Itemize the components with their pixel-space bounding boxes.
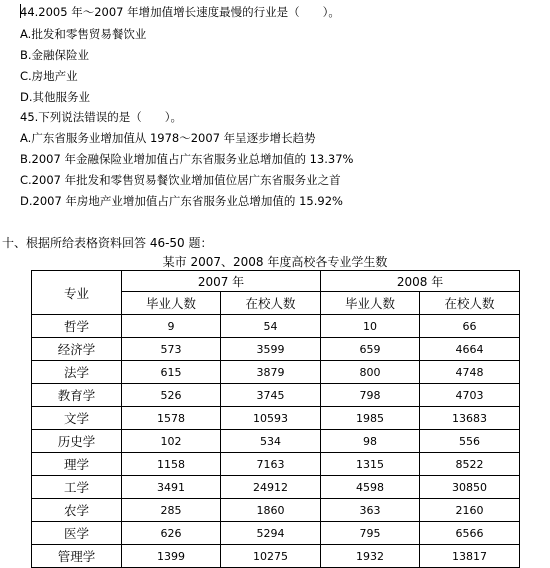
table-cell: 534 [221, 430, 321, 453]
table-cell: 3599 [221, 338, 321, 361]
graduates-2007-header: 毕业人数 [122, 292, 221, 315]
table-cell: 798 [321, 384, 420, 407]
table-cell: 800 [321, 361, 420, 384]
table-cell: 98 [321, 430, 420, 453]
question-44-option-b: B.金融保险业 [20, 48, 90, 62]
table-cell: 102 [122, 430, 221, 453]
students-table [31, 270, 520, 568]
table-row [32, 407, 520, 430]
major-name: 教育学 [32, 384, 122, 407]
table-cell: 5294 [221, 522, 321, 545]
table-cell: 3879 [221, 361, 321, 384]
question-45-option-a: A.广东省服务业增加值从 1978～2007 年呈逐步增长趋势 [20, 131, 316, 145]
table-cell: 1578 [122, 407, 221, 430]
major-name: 管理学 [32, 545, 122, 568]
table-cell: 285 [122, 499, 221, 522]
table-cell: 556 [420, 430, 520, 453]
table-row [32, 476, 520, 499]
table-cell: 3491 [122, 476, 221, 499]
major-name: 医学 [32, 522, 122, 545]
major-name: 理学 [32, 453, 122, 476]
table-cell: 1985 [321, 407, 420, 430]
table-cell: 10593 [221, 407, 321, 430]
question-45-option-b: B.2007 年金融保险业增加值占广东省服务业总增加值的 13.37% [20, 152, 354, 166]
enrolled-2007-header: 在校人数 [221, 292, 321, 315]
table-row [32, 522, 520, 545]
table-caption: 某市 2007、2008 年度高校各专业学生数 [162, 255, 388, 269]
table-cell: 2160 [420, 499, 520, 522]
table-cell: 1932 [321, 545, 420, 568]
table-row [32, 315, 520, 338]
table-cell: 54 [221, 315, 321, 338]
table-cell: 615 [122, 361, 221, 384]
table-cell: 526 [122, 384, 221, 407]
table-cell: 3745 [221, 384, 321, 407]
table-cell: 7163 [221, 453, 321, 476]
table-cell: 1315 [321, 453, 420, 476]
table-cell: 1158 [122, 453, 221, 476]
table-cell: 13683 [420, 407, 520, 430]
question-45-option-c: C.2007 年批发和零售贸易餐饮业增加值位居广东省服务业之首 [20, 173, 341, 187]
table-cell: 10275 [221, 545, 321, 568]
major-column-header: 专业 [32, 271, 122, 315]
table-row [32, 545, 520, 568]
table-cell: 6566 [420, 522, 520, 545]
major-name: 哲学 [32, 315, 122, 338]
major-name: 文学 [32, 407, 122, 430]
question-45-text: 45.下列说法错误的是（ ）。 [20, 110, 183, 124]
major-name: 工学 [32, 476, 122, 499]
major-name: 经济学 [32, 338, 122, 361]
table-cell: 795 [321, 522, 420, 545]
table-cell: 1860 [221, 499, 321, 522]
table-row [32, 338, 520, 361]
graduates-2008-header: 毕业人数 [321, 292, 420, 315]
table-row [32, 453, 520, 476]
year-2007-header: 2007 年 [122, 271, 321, 292]
question-44-option-c: C.房地产业 [20, 69, 78, 83]
table-cell: 626 [122, 522, 221, 545]
table-cell: 30850 [420, 476, 520, 499]
table-cell: 573 [122, 338, 221, 361]
table-row [32, 384, 520, 407]
question-44-option-d: D.其他服务业 [20, 90, 91, 104]
table-cell: 4703 [420, 384, 520, 407]
table-row [32, 499, 520, 522]
question-44-text: 44.2005 年～2007 年增加值增长速度最慢的行业是（ ）。 [20, 5, 340, 19]
table-cell: 66 [420, 315, 520, 338]
table-row [32, 430, 520, 453]
major-name: 法学 [32, 361, 122, 384]
table-cell: 1399 [122, 545, 221, 568]
table-cell: 8522 [420, 453, 520, 476]
table-cell: 363 [321, 499, 420, 522]
enrolled-2008-header: 在校人数 [420, 292, 520, 315]
table-cell: 9 [122, 315, 221, 338]
table-row [32, 361, 520, 384]
table-cell: 659 [321, 338, 420, 361]
section-heading: 十、根据所给表格资料回答 46-50 题： [2, 236, 213, 250]
table-cell: 4664 [420, 338, 520, 361]
table-cell: 13817 [420, 545, 520, 568]
table-cell: 10 [321, 315, 420, 338]
major-name: 农学 [32, 499, 122, 522]
table-cell: 4598 [321, 476, 420, 499]
major-name: 历史学 [32, 430, 122, 453]
table-cell: 24912 [221, 476, 321, 499]
year-2008-header: 2008 年 [321, 271, 520, 292]
question-44-option-a: A.批发和零售贸易餐饮业 [20, 27, 147, 41]
table-cell: 4748 [420, 361, 520, 384]
question-45-option-d: D.2007 年房地产业增加值占广东省服务业总增加值的 15.92% [20, 194, 343, 208]
